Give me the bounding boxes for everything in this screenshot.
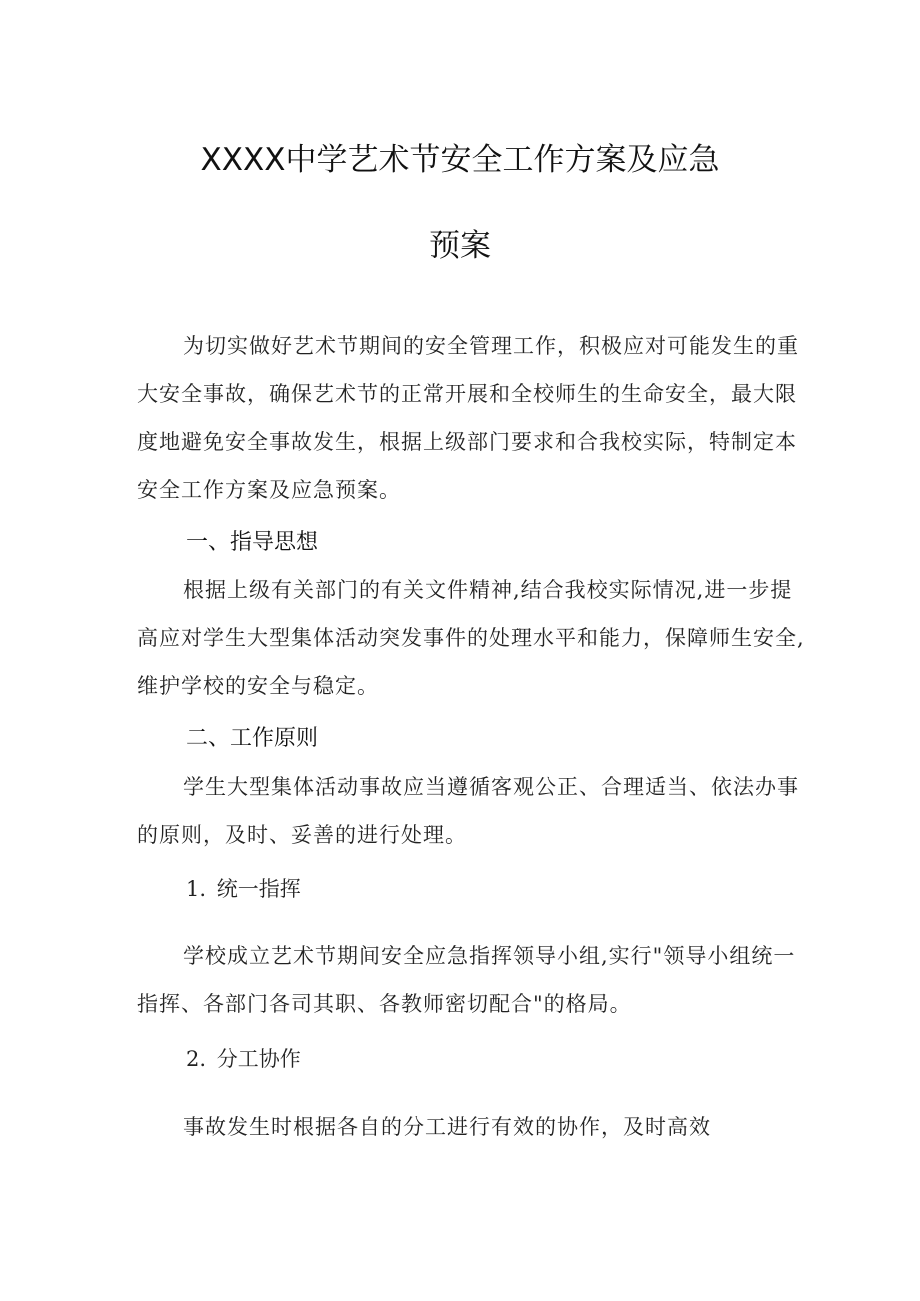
section-1-line: 维护学校的安全与稳定。 <box>137 674 379 698</box>
section-2-heading: 二、工作原则 <box>186 726 319 751</box>
item-1-heading <box>186 874 301 904</box>
document-title-line-2: 预案 <box>429 228 491 264</box>
item-2-paragraph <box>137 1103 797 1151</box>
intro-line: 度地避免安全事故发生，根据上级部门要求和合我校实际，特制定本 <box>137 430 797 454</box>
section-1-line: 根据上级有关部门的有关文件精神,结合我校实际情况,进一步提 <box>183 578 793 602</box>
item-1-line: 学校成立艺术节期间安全应急指挥领导小组,实行"领导小组统一 <box>183 944 796 968</box>
section-2-paragraph <box>137 763 797 859</box>
intro-line: 安全工作方案及应急预案。 <box>137 478 401 502</box>
section-1-line: 高应对学生大型集体活动突发事件的处理水平和能力，保障师生安全, <box>137 626 805 650</box>
item-2-label: 分工协作 <box>216 1047 301 1071</box>
intro-line: 大安全事故，确保艺术节的正常开展和全校师生的生命安全，最大限 <box>137 382 797 406</box>
item-1-paragraph <box>137 932 797 1028</box>
intro-line: 为切实做好艺术节期间的安全管理工作，积极应对可能发生的重 <box>183 334 799 358</box>
section-2-line: 学生大型集体活动事故应当遵循客观公正、合理适当、依法办事 <box>183 775 799 799</box>
document-title-line-1: XXXX中学艺术节安全工作方案及应急 <box>200 142 720 178</box>
section-1-paragraph <box>137 566 805 710</box>
item-1-number: 1. <box>186 877 207 901</box>
item-1-label: 统一指挥 <box>216 877 301 901</box>
intro-paragraph <box>137 322 797 514</box>
item-2-number: 2. <box>186 1047 207 1071</box>
item-2-line: 事故发生时根据各自的分工进行有效的协作，及时高效 <box>183 1115 711 1139</box>
section-1-heading: 一、指导思想 <box>186 530 319 555</box>
section-2-line: 的原则，及时、妥善的进行处理。 <box>137 823 467 847</box>
item-2-heading <box>186 1044 301 1074</box>
item-1-line: 指挥、各部门各司其职、各教师密切配合"的格局。 <box>137 992 632 1016</box>
